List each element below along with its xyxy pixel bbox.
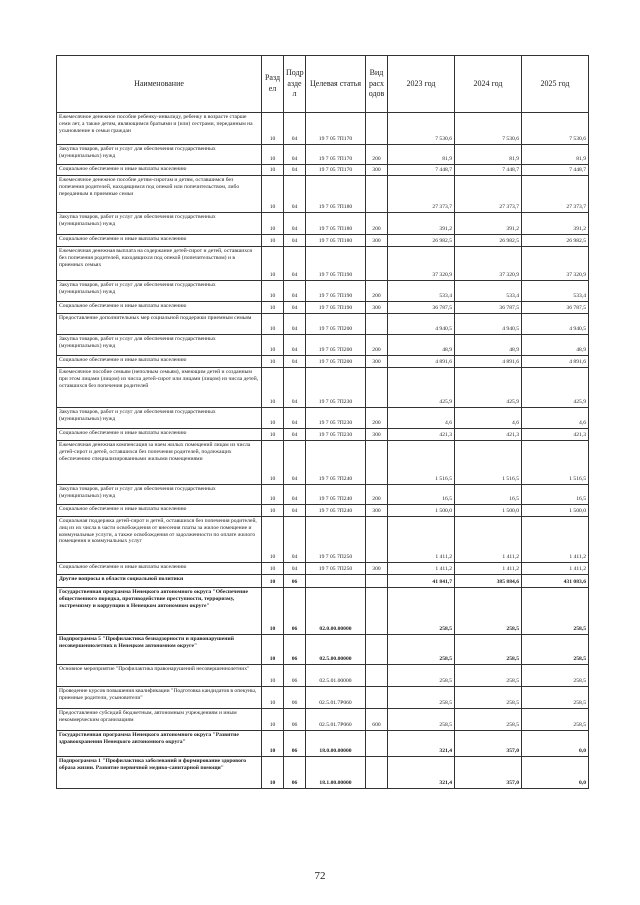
row-target: 02.0.00.00000: [306, 588, 366, 635]
row-2025: 258,5: [522, 687, 589, 709]
row-podrazdel: 06: [284, 588, 306, 635]
header-razdel: Разд ел: [262, 56, 284, 113]
table-row: [57, 665, 589, 687]
row-podrazdel: 06: [284, 687, 306, 709]
row-podrazdel: 04: [284, 517, 306, 563]
header-vid: Вид расх одов: [366, 56, 388, 113]
row-2023: 36 787,5: [388, 302, 455, 314]
row-podrazdel: 04: [284, 247, 306, 281]
row-2025: 48,9: [522, 335, 589, 356]
row-razdel: 10: [262, 356, 284, 368]
row-vid: [366, 575, 388, 588]
row-razdel: 10: [262, 335, 284, 356]
row-razdel: 10: [262, 429, 284, 441]
row-target: 18.0.00.00000: [306, 731, 366, 757]
row-target: 19 7 05 7П170: [306, 165, 366, 176]
row-target: 02.5.01.7Р060: [306, 687, 366, 709]
row-target: 19 7 05 7П230: [306, 368, 366, 408]
row-name: Закупка товаров, работ и услуг для обеспечения государственных (муниципальных) нужд: [57, 485, 262, 505]
row-2023: 425,9: [388, 368, 455, 408]
row-2024: 26 982,5: [455, 235, 522, 247]
row-2023: 37 320,9: [388, 247, 455, 281]
row-name: Социальное обеспечение и иные выплаты населению: [57, 302, 262, 314]
row-name: Ежемесячное пособие семьям (неполным семьям), имеющим детей и созданным при этом лицами (лицом) из числа детей-сирот или лицами (лицом) из числа детей, оставшихся без попечения родителей: [57, 368, 262, 408]
table-row: [57, 368, 589, 408]
row-podrazdel: 04: [284, 429, 306, 441]
row-vid: [366, 731, 388, 757]
row-razdel: 10: [262, 505, 284, 517]
row-2023: 1 500,0: [388, 505, 455, 517]
row-2023: 258,5: [388, 687, 455, 709]
row-2025: 0,0: [522, 731, 589, 757]
row-name: Ежемесячное денежное пособие детям-сиротам и детям, оставшимся без попечения родителей, находящимся под опекой или попечительством, либо переданным в приемные семьи: [57, 176, 262, 213]
row-target: 19 7 05 7П230: [306, 429, 366, 441]
header-2025: 2025 год: [522, 56, 589, 113]
row-2023: 27 373,7: [388, 176, 455, 213]
table-body: [57, 113, 589, 789]
row-2024: 36 787,5: [455, 302, 522, 314]
row-vid: 300: [366, 302, 388, 314]
row-podrazdel: 06: [284, 635, 306, 665]
row-2025: 4 891,6: [522, 356, 589, 368]
row-vid: [366, 176, 388, 213]
row-2025: 26 982,5: [522, 235, 589, 247]
row-2025: 4 940,5: [522, 314, 589, 335]
table-row: [57, 145, 589, 165]
row-2024: 258,5: [455, 588, 522, 635]
row-podrazdel: 04: [284, 441, 306, 485]
row-2024: 1 500,0: [455, 505, 522, 517]
header-podrazdel: Подр азде л: [284, 56, 306, 113]
row-2023: 321,4: [388, 757, 455, 789]
row-name: Подпрограмма 5 "Профилактика безнадзорности и правонарушений несовершеннолетних в Ненецком автономном округе": [57, 635, 262, 665]
row-razdel: 10: [262, 517, 284, 563]
row-2024: 533,4: [455, 281, 522, 302]
table-row: [57, 314, 589, 335]
row-2025: 4,6: [522, 408, 589, 429]
table-row: [57, 505, 589, 517]
row-2023: 7 448,7: [388, 165, 455, 176]
table-row: [57, 635, 589, 665]
table-row: [57, 176, 589, 213]
row-name: Социальная поддержка детей-сирот и детей, оставшихся без попечения родителей, лиц из их числа в части освобождения от внесения платы за жилое помещение и коммунальные услуги, а также освобождения от задолженности по оплате жилого помещения и коммунальных услуг: [57, 517, 262, 563]
table-row: [57, 687, 589, 709]
row-2025: 258,5: [522, 588, 589, 635]
row-target: 19 7 05 7П240: [306, 441, 366, 485]
row-podrazdel: 04: [284, 302, 306, 314]
row-razdel: 10: [262, 485, 284, 505]
row-name: Проведение курсов повышения квалификации "Подготовка кандидатов в опекуны, приемные родители, усыновители": [57, 687, 262, 709]
row-podrazdel: 04: [284, 314, 306, 335]
row-target: 19 7 05 7П180: [306, 213, 366, 235]
row-razdel: 10: [262, 563, 284, 575]
row-target: 19 7 05 7П230: [306, 408, 366, 429]
row-2024: 258,5: [455, 635, 522, 665]
row-name: Закупка товаров, работ и услуг для обеспечения государственных (муниципальных) нужд: [57, 281, 262, 302]
row-target: 19 7 05 7П170: [306, 113, 366, 145]
table-row: [57, 588, 589, 635]
row-target: 19 7 05 7П250: [306, 517, 366, 563]
row-2023: 258,5: [388, 588, 455, 635]
row-name: Закупка товаров, работ и услуг для обеспечения государственных (муниципальных) нужд: [57, 213, 262, 235]
header-name: Наименование: [57, 56, 262, 113]
table-row: [57, 485, 589, 505]
row-vid: [366, 687, 388, 709]
row-2023: 1 516,5: [388, 441, 455, 485]
row-target: 19 7 05 7П200: [306, 335, 366, 356]
row-2024: 16,5: [455, 485, 522, 505]
budget-table: [56, 55, 589, 789]
row-name: Ежемесячное денежное пособие ребенку-инвалиду, ребенку в возрасте старше семи лет, а также детям, являющимся братьями и (или) сестрами, переданным на усыновление в семьи граждан: [57, 113, 262, 145]
row-2023: 48,9: [388, 335, 455, 356]
row-2024: 357,0: [455, 731, 522, 757]
table-row: [57, 517, 589, 563]
row-razdel: 10: [262, 687, 284, 709]
table-row: [57, 213, 589, 235]
row-target: 19 7 05 7П170: [306, 145, 366, 165]
row-2025: 37 320,9: [522, 247, 589, 281]
header-2024: 2024 год: [455, 56, 522, 113]
row-2025: 1 411,2: [522, 517, 589, 563]
row-target: 19 7 05 7П250: [306, 563, 366, 575]
row-2024: 391,2: [455, 213, 522, 235]
row-target: 19 7 05 7П200: [306, 314, 366, 335]
row-vid: [366, 441, 388, 485]
row-2025: 258,5: [522, 709, 589, 731]
row-2023: 26 982,5: [388, 235, 455, 247]
row-podrazdel: 06: [284, 757, 306, 789]
row-vid: 200: [366, 281, 388, 302]
row-razdel: 10: [262, 588, 284, 635]
table-row: [57, 165, 589, 176]
row-2023: 4 940,5: [388, 314, 455, 335]
row-2025: 36 787,5: [522, 302, 589, 314]
row-target: 02.5.01.00000: [306, 665, 366, 687]
row-2024: 37 320,9: [455, 247, 522, 281]
row-2024: 27 373,7: [455, 176, 522, 213]
row-2025: 1 500,0: [522, 505, 589, 517]
row-2025: 425,9: [522, 368, 589, 408]
row-name: Социальное обеспечение и иные выплаты населению: [57, 235, 262, 247]
table-row: [57, 302, 589, 314]
row-2024: 7 448,7: [455, 165, 522, 176]
row-razdel: 10: [262, 302, 284, 314]
row-razdel: 10: [262, 408, 284, 429]
row-vid: 300: [366, 505, 388, 517]
row-target: 19 7 05 7П240: [306, 505, 366, 517]
table-header: [57, 56, 589, 113]
row-target: 02.5.00.00000: [306, 635, 366, 665]
row-podrazdel: 04: [284, 213, 306, 235]
row-vid: [366, 665, 388, 687]
row-podrazdel: 06: [284, 709, 306, 731]
row-2023: 4 891,6: [388, 356, 455, 368]
row-name: Основное мероприятие "Профилактика правонарушений несовершеннолетних": [57, 665, 262, 687]
row-vid: 300: [366, 563, 388, 575]
row-2023: 258,5: [388, 635, 455, 665]
row-razdel: 10: [262, 368, 284, 408]
row-2024: 4 891,6: [455, 356, 522, 368]
row-podrazdel: 06: [284, 665, 306, 687]
row-2024: 1 516,5: [455, 441, 522, 485]
row-2023: 81,9: [388, 145, 455, 165]
row-podrazdel: 06: [284, 575, 306, 588]
row-podrazdel: 04: [284, 113, 306, 145]
table-row: [57, 757, 589, 789]
row-razdel: 10: [262, 635, 284, 665]
row-name: Предоставление дополнительных мер социальной поддержки приемным семьям: [57, 314, 262, 335]
row-podrazdel: 04: [284, 235, 306, 247]
row-vid: 600: [366, 709, 388, 731]
row-podrazdel: 04: [284, 176, 306, 213]
row-2023: 533,4: [388, 281, 455, 302]
row-2024: 48,9: [455, 335, 522, 356]
row-2025: 7 448,7: [522, 165, 589, 176]
row-2023: 258,5: [388, 665, 455, 687]
row-name: Закупка товаров, работ и услуг для обеспечения государственных (муниципальных) нужд: [57, 145, 262, 165]
row-name: Другие вопросы в области социальной политики: [57, 575, 262, 588]
row-2025: 258,5: [522, 665, 589, 687]
row-2025: 0,0: [522, 757, 589, 789]
row-target: 19 7 05 7П240: [306, 485, 366, 505]
row-vid: [366, 635, 388, 665]
row-vid: [366, 757, 388, 789]
table-row: [57, 356, 589, 368]
row-2025: 391,2: [522, 213, 589, 235]
row-razdel: 10: [262, 281, 284, 302]
row-2024: 258,5: [455, 687, 522, 709]
row-2025: 16,5: [522, 485, 589, 505]
row-2024: 385 884,6: [455, 575, 522, 588]
row-razdel: 10: [262, 731, 284, 757]
row-vid: 200: [366, 408, 388, 429]
row-razdel: 10: [262, 441, 284, 485]
table-row: [57, 731, 589, 757]
row-name: Государственная программа Ненецкого автономного округа "Развитие здравоохранения Ненецкого автономного округа": [57, 731, 262, 757]
row-2023: 321,4: [388, 731, 455, 757]
row-2023: 41 841,7: [388, 575, 455, 588]
header-2023: 2023 год: [388, 56, 455, 113]
row-2024: 4 940,5: [455, 314, 522, 335]
row-vid: 300: [366, 356, 388, 368]
row-2025: 533,4: [522, 281, 589, 302]
row-target: 19 7 05 7П190: [306, 247, 366, 281]
row-podrazdel: 04: [284, 281, 306, 302]
row-razdel: 10: [262, 176, 284, 213]
row-2024: 1 411,2: [455, 563, 522, 575]
row-podrazdel: 04: [284, 335, 306, 356]
row-2024: 425,9: [455, 368, 522, 408]
row-2024: 357,0: [455, 757, 522, 789]
row-name: Социальное обеспечение и иные выплаты населению: [57, 356, 262, 368]
row-razdel: 10: [262, 247, 284, 281]
row-podrazdel: 04: [284, 563, 306, 575]
row-2025: 1 411,2: [522, 563, 589, 575]
table-row: [57, 429, 589, 441]
row-razdel: 10: [262, 145, 284, 165]
row-vid: [366, 247, 388, 281]
row-vid: [366, 368, 388, 408]
table-row: [57, 247, 589, 281]
row-vid: [366, 314, 388, 335]
row-target: [306, 575, 366, 588]
row-2025: 7 530,6: [522, 113, 589, 145]
row-2025: 1 516,5: [522, 441, 589, 485]
row-name: Закупка товаров, работ и услуг для обеспечения государственных (муниципальных) нужд: [57, 335, 262, 356]
row-name: Государственная программа Ненецкого автономного округа "Обеспечение общественного порядка, противодействие преступности, терроризму, экстремизму и коррупции в Ненецком автономном округе": [57, 588, 262, 635]
row-name: Закупка товаров, работ и услуг для обеспечения государственных (муниципальных) нужд: [57, 408, 262, 429]
row-vid: [366, 517, 388, 563]
row-podrazdel: 04: [284, 505, 306, 517]
row-2024: 4,6: [455, 408, 522, 429]
row-name: Социальное обеспечение и иные выплаты населению: [57, 563, 262, 575]
row-2023: 4,6: [388, 408, 455, 429]
row-2023: 421,3: [388, 429, 455, 441]
row-2024: 258,5: [455, 709, 522, 731]
row-name: Социальное обеспечение и иные выплаты населению: [57, 429, 262, 441]
row-razdel: 10: [262, 213, 284, 235]
row-razdel: 10: [262, 575, 284, 588]
row-name: Социальное обеспечение и иные выплаты населению: [57, 505, 262, 517]
row-2023: 258,5: [388, 709, 455, 731]
row-vid: 200: [366, 145, 388, 165]
row-target: 19 7 05 7П190: [306, 302, 366, 314]
row-2024: 7 530,6: [455, 113, 522, 145]
row-razdel: 10: [262, 757, 284, 789]
row-podrazdel: 04: [284, 165, 306, 176]
table-row: [57, 113, 589, 145]
table-row: [57, 335, 589, 356]
row-razdel: 10: [262, 314, 284, 335]
table-row: [57, 281, 589, 302]
table-row: [57, 709, 589, 731]
row-razdel: 10: [262, 709, 284, 731]
row-podrazdel: 04: [284, 145, 306, 165]
row-podrazdel: 04: [284, 368, 306, 408]
row-target: 19 7 05 7П180: [306, 176, 366, 213]
row-2025: 258,5: [522, 635, 589, 665]
row-target: 19 7 05 7П180: [306, 235, 366, 247]
row-podrazdel: 04: [284, 485, 306, 505]
row-vid: 300: [366, 235, 388, 247]
row-2025: 27 373,7: [522, 176, 589, 213]
row-2024: 258,5: [455, 665, 522, 687]
table-row: [57, 408, 589, 429]
row-vid: 200: [366, 485, 388, 505]
header-target: Целевая статья: [306, 56, 366, 113]
row-razdel: 10: [262, 235, 284, 247]
row-vid: [366, 588, 388, 635]
row-name: Ежемесячная денежная компенсация за наем жилых помещений лицам из числа детей-сирот и детей, оставшихся без попечения родителей, подлежащих обеспечению специализированными жилыми помещениями: [57, 441, 262, 485]
table-row: [57, 575, 589, 588]
table-row: [57, 441, 589, 485]
row-2024: 421,3: [455, 429, 522, 441]
table-row: [57, 563, 589, 575]
row-podrazdel: 06: [284, 731, 306, 757]
row-2025: 81,9: [522, 145, 589, 165]
row-2025: 421,3: [522, 429, 589, 441]
row-podrazdel: 04: [284, 356, 306, 368]
row-target: 02.5.01.7Р060: [306, 709, 366, 731]
row-target: 19 7 05 7П200: [306, 356, 366, 368]
row-2025: 431 083,6: [522, 575, 589, 588]
row-name: Подпрограмма 1 "Профилактика заболеваний и формирование здорового образа жизни. Развитие первичной медико-санитарной помощи": [57, 757, 262, 789]
row-target: 19 7 05 7П190: [306, 281, 366, 302]
row-razdel: 10: [262, 165, 284, 176]
row-razdel: 10: [262, 113, 284, 145]
row-2023: 1 411,2: [388, 517, 455, 563]
row-vid: [366, 113, 388, 145]
row-razdel: 10: [262, 665, 284, 687]
row-target: 18.1.00.00000: [306, 757, 366, 789]
row-2023: 391,2: [388, 213, 455, 235]
row-podrazdel: 04: [284, 408, 306, 429]
row-2023: 7 530,6: [388, 113, 455, 145]
row-vid: 300: [366, 165, 388, 176]
row-name: Ежемесячная денежная выплата на содержание детей-сирот и детей, оставшихся без попечения родителей, находящихся под опекой (попечительством) и в приемных семьях: [57, 247, 262, 281]
row-name: Предоставление субсидий бюджетным, автономным учреждениям и иным некоммерческим организациям: [57, 709, 262, 731]
row-2023: 16,5: [388, 485, 455, 505]
page-number: 72: [314, 870, 326, 882]
row-vid: 300: [366, 429, 388, 441]
row-2023: 1 411,2: [388, 563, 455, 575]
row-name: Социальное обеспечение и иные выплаты населению: [57, 165, 262, 176]
row-2024: 81,9: [455, 145, 522, 165]
row-vid: 200: [366, 213, 388, 235]
table-row: [57, 235, 589, 247]
row-vid: 200: [366, 335, 388, 356]
row-2024: 1 411,2: [455, 517, 522, 563]
